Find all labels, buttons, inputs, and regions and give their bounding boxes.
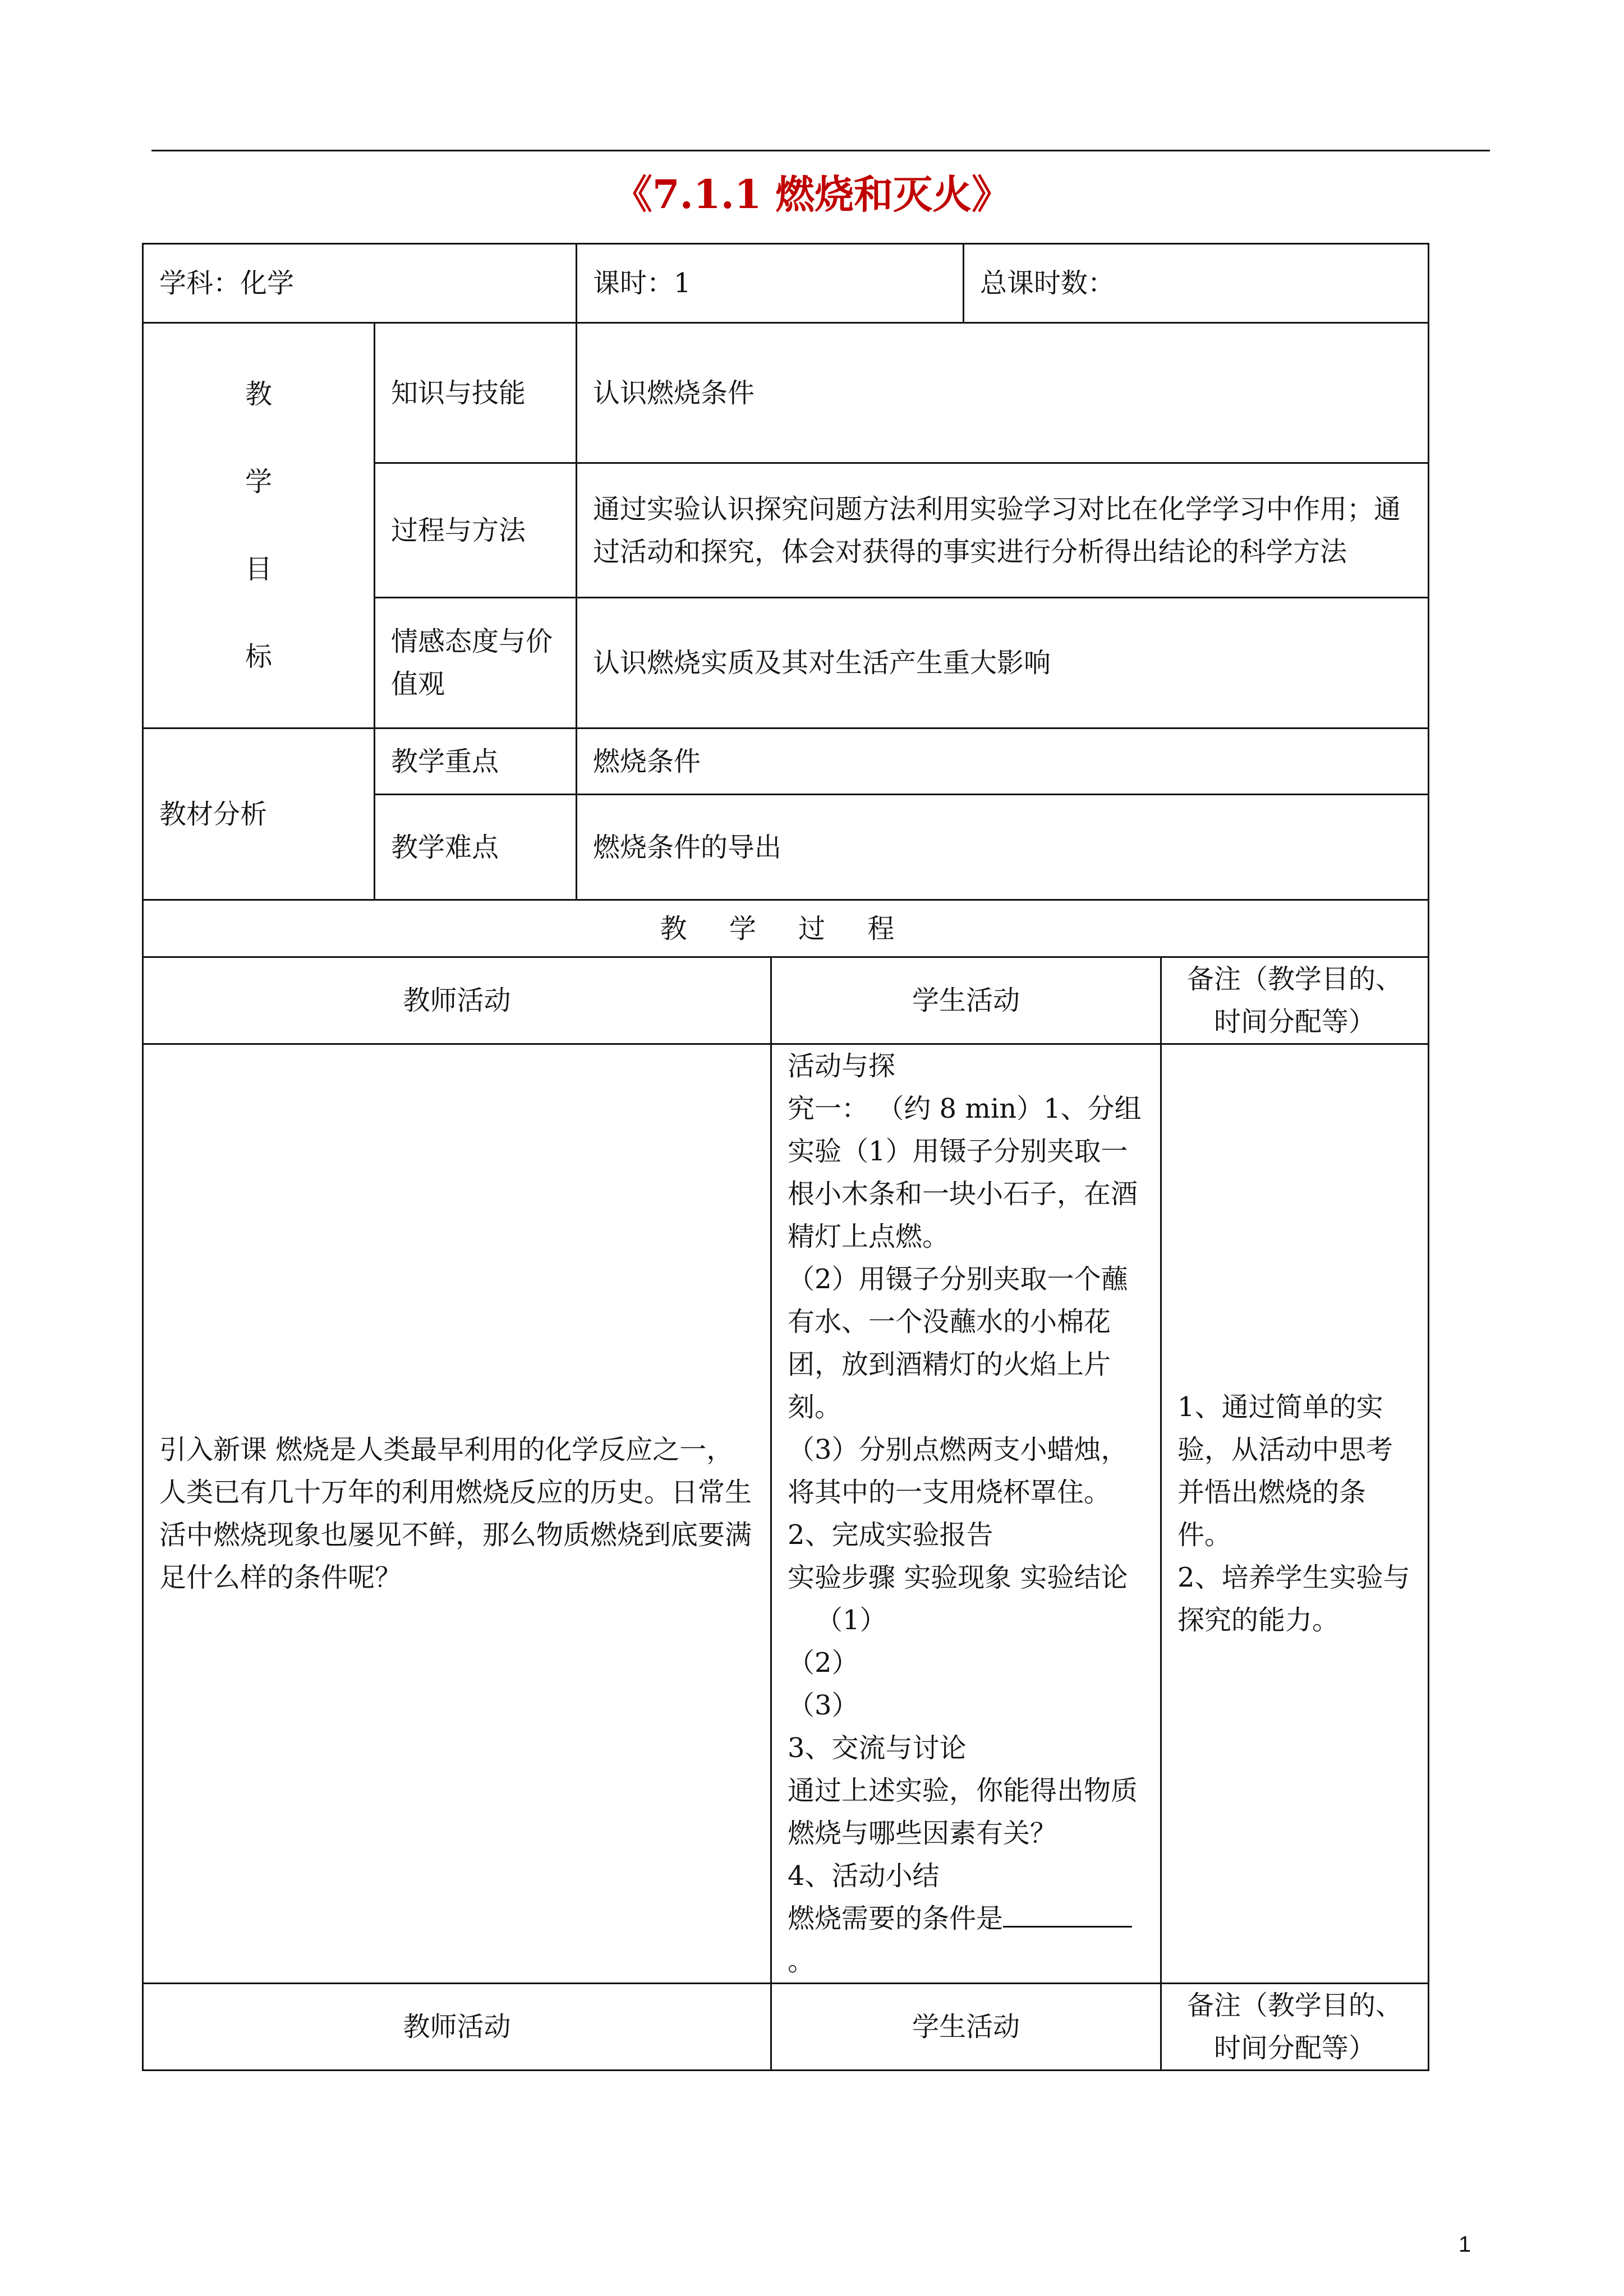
lesson-plan-table — [142, 243, 1429, 2071]
process-columns-row-repeat — [143, 1984, 1429, 2071]
header-row — [143, 244, 1429, 323]
student-line: 4、活动小结 — [788, 1860, 940, 1892]
student-line: （2）用镊子分别夹取一个蘸有水、一个没蘸水的小棉花团，放到酒精灯的火焰上片刻。 — [788, 1264, 1128, 1423]
material-category: 教学重点 — [375, 729, 577, 795]
student-line: 活动与探 — [788, 1050, 896, 1082]
material-content: 燃烧条件 — [577, 729, 1429, 795]
objective-content: 认识燃烧条件 — [577, 323, 1429, 463]
process-heading: 教 学 过 程 — [143, 900, 1429, 957]
student-line: （3） — [788, 1690, 859, 1721]
student-line: 实验步骤 实验现象 实验结论 — [788, 1562, 1128, 1593]
objective-category: 过程与方法 — [375, 463, 577, 598]
subject-cell: 学科：化学 — [143, 244, 577, 323]
objective-content: 通过实验认识探究问题方法利用实验学习对比在化学学习中作用；通过活动和探究，体会对获得的事实进行分析得出结论的科学方法 — [577, 463, 1429, 598]
total-hours-cell: 总课时数： — [964, 244, 1429, 323]
summary-suffix: 。 — [788, 1945, 815, 1977]
student-activity-header: 学生活动 — [771, 1984, 1161, 2071]
student-line: 究一： （约 8 min）1、分组实验（1）用镊子分别夹取一根小木条和一块小石子，在酒精灯上点燃。 — [788, 1093, 1142, 1252]
objectives-label — [143, 323, 375, 729]
process-content-row — [143, 1044, 1429, 1984]
process-columns-row — [143, 957, 1429, 1044]
notes-header: 备注（教学目的、时间分配等） — [1161, 1984, 1429, 2071]
material-content: 燃烧条件的导出 — [577, 795, 1429, 900]
teacher-activity-header: 教师活动 — [143, 1984, 771, 2071]
fill-in-blank — [1003, 1926, 1132, 1928]
notes-line: 2、培养学生实验与探究的能力。 — [1177, 1562, 1410, 1636]
summary-prefix: 燃烧需要的条件是 — [788, 1903, 1004, 1934]
student-line: 2、完成实验报告 — [788, 1519, 993, 1551]
student-line: （1） — [816, 1605, 887, 1636]
notes-header: 备注（教学目的、时间分配等） — [1161, 957, 1429, 1044]
student-line: 3、交流与讨论 — [788, 1732, 967, 1764]
hours-cell: 课时：1 — [577, 244, 964, 323]
objectives-label-char: 目 — [245, 554, 272, 585]
teacher-activity-text: 引入新课 燃烧是人类最早利用的化学反应之一，人类已有几十万年的利用燃烧反应的历史。日常生活中燃烧现象也屡见不鲜，那么物质燃烧到底要满足什么样的条件呢？ — [143, 1044, 771, 1984]
header-rule — [151, 150, 1490, 151]
student-activity-header: 学生活动 — [771, 957, 1161, 1044]
objective-content: 认识燃烧实质及其对生活产生重大影响 — [577, 598, 1429, 729]
notes-line: 1、通过简单的实验，从活动中思考并悟出燃烧的条件。 — [1177, 1391, 1393, 1551]
material-row-key — [143, 729, 1429, 795]
objectives-label-char: 标 — [245, 641, 272, 672]
student-line: 通过上述实验，你能得出物质燃烧与哪些因素有关？ — [788, 1775, 1138, 1849]
teacher-activity-header: 教师活动 — [143, 957, 771, 1044]
process-heading-row — [143, 900, 1429, 957]
summary-line — [788, 1897, 1144, 1983]
notes-cell — [1161, 1044, 1429, 1984]
document-title: 《7.1.1 燃烧和灭火》 — [613, 171, 1011, 218]
objectives-label-char: 教 — [245, 379, 272, 410]
student-activity-cell — [771, 1044, 1161, 1984]
student-line: （2） — [788, 1647, 859, 1679]
material-category: 教学难点 — [375, 795, 577, 900]
objective-category: 知识与技能 — [375, 323, 577, 463]
objective-category: 情感态度与价值观 — [375, 598, 577, 729]
objectives-label-char: 学 — [245, 466, 272, 497]
page-number: 1 — [1459, 2232, 1471, 2257]
student-line: （3）分别点燃两支小蜡烛，将其中的一支用烧杯罩住。 — [788, 1434, 1128, 1508]
objective-row-knowledge — [143, 323, 1429, 463]
material-label: 教材分析 — [143, 729, 375, 900]
